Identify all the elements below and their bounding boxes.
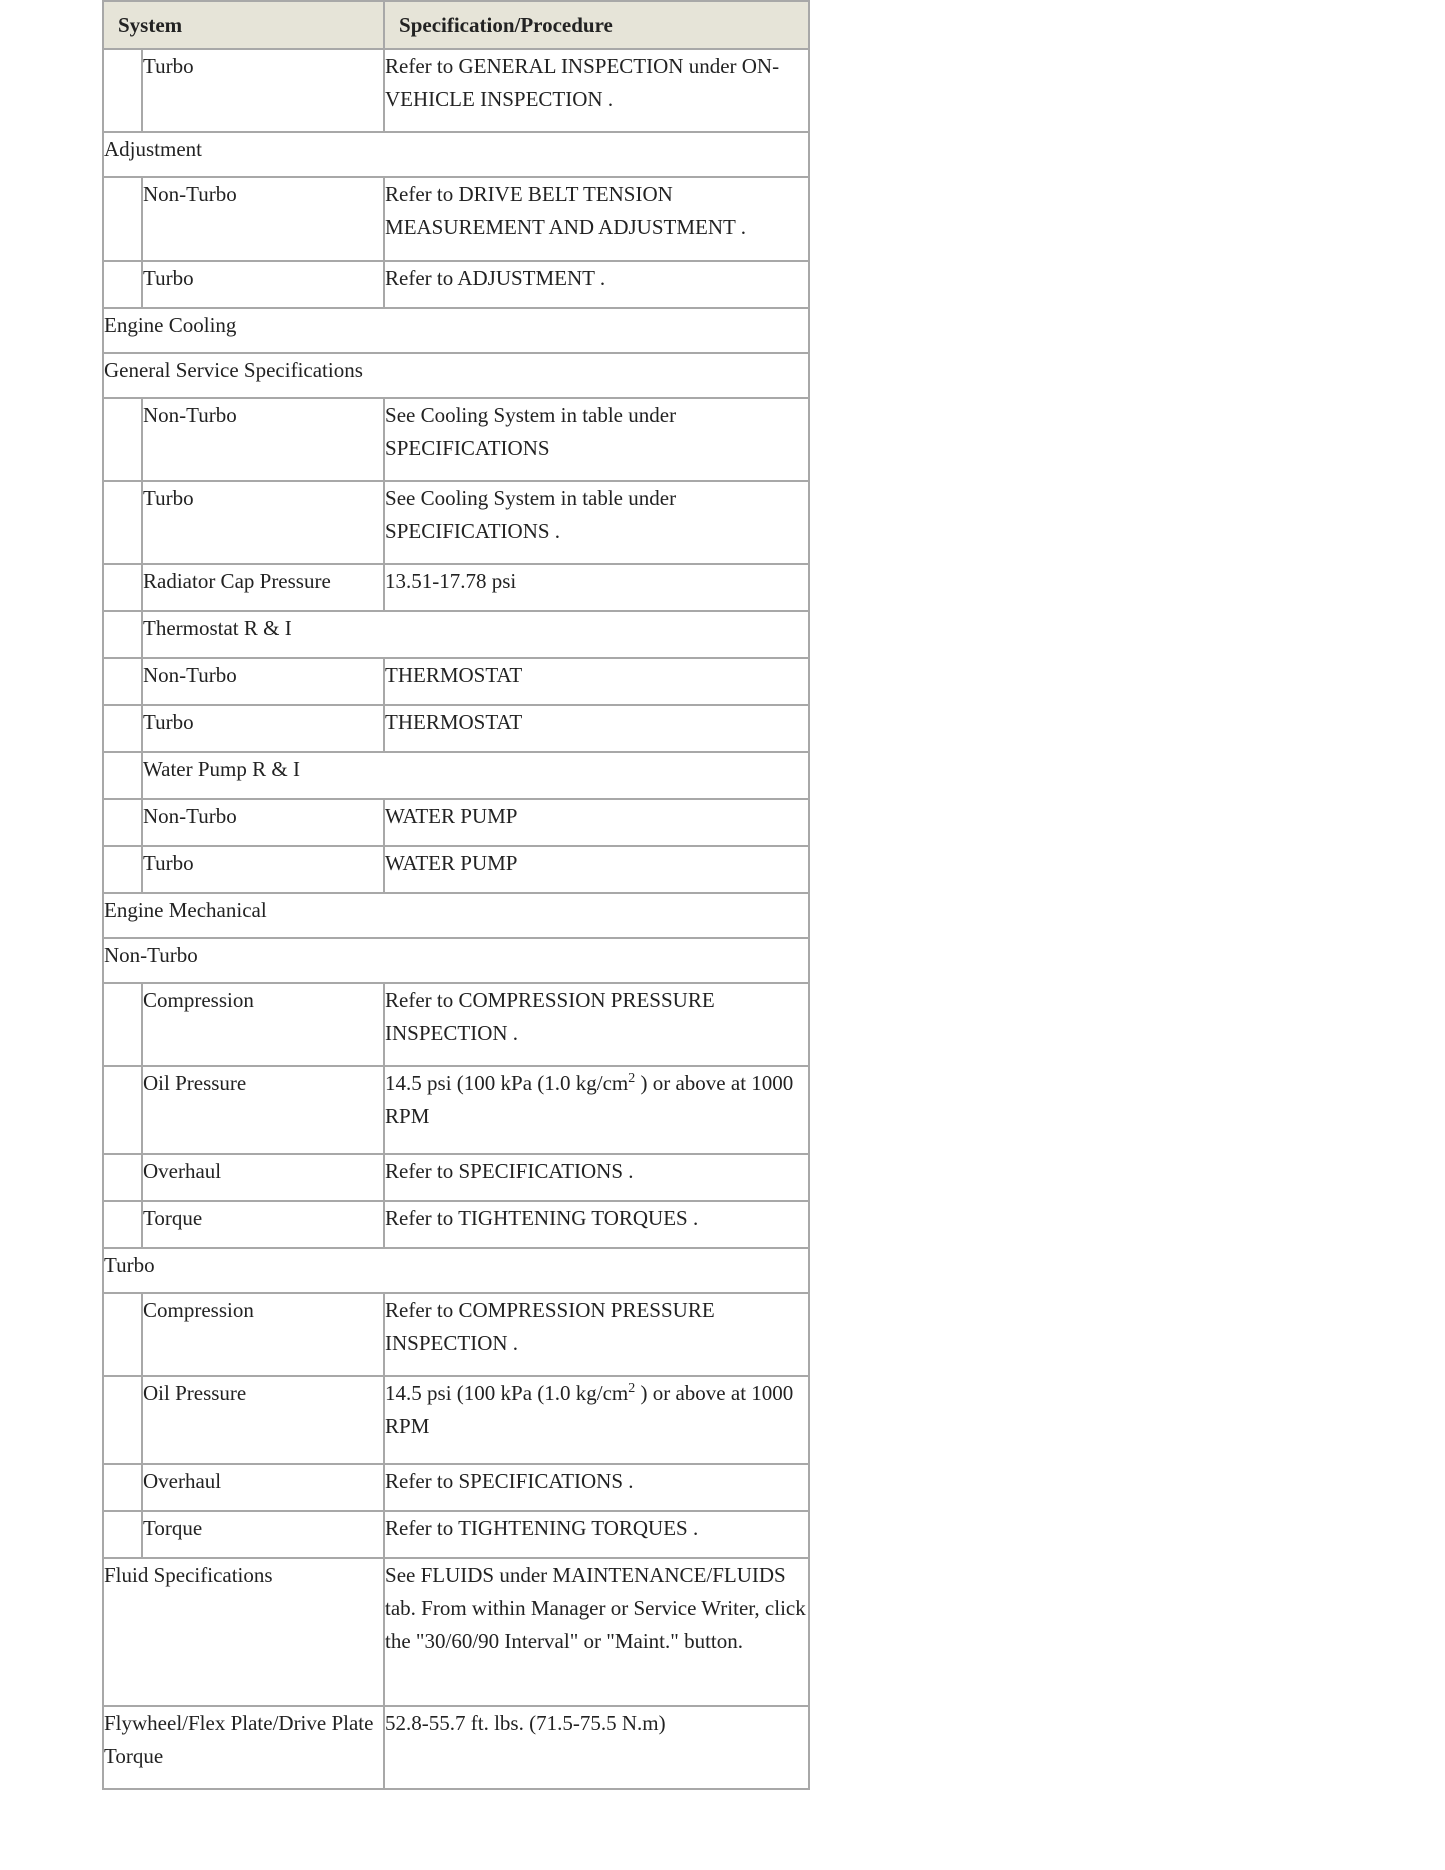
row-value: WATER PUMP — [384, 799, 809, 846]
indent-cell — [103, 658, 142, 705]
row-label: Turbo — [142, 705, 384, 752]
row-value: Refer to SPECIFICATIONS . — [384, 1154, 809, 1201]
column-header-spec: Specification/Procedure — [384, 1, 809, 49]
row-label: Overhaul — [142, 1154, 384, 1201]
row-label: Oil Pressure — [142, 1376, 384, 1464]
row-value: THERMOSTAT — [384, 705, 809, 752]
table-row — [103, 132, 809, 177]
row-label: Non-Turbo — [142, 398, 384, 481]
row-value: 52.8-55.7 ft. lbs. (71.5-75.5 N.m) — [384, 1706, 809, 1789]
indent-cell — [103, 49, 142, 132]
row-value: See Cooling System in table under SPECIFICATIONS — [384, 398, 809, 481]
oil-pressure-text: 14.5 psi (100 kPa (1.0 kg/cm — [385, 1071, 629, 1095]
table-row — [103, 752, 809, 799]
table-row — [103, 1066, 809, 1154]
row-value — [384, 1376, 809, 1464]
table-row — [103, 1464, 809, 1511]
row-label: Non-Turbo — [142, 658, 384, 705]
indent-cell — [103, 846, 142, 893]
indent-cell — [103, 1066, 142, 1154]
table-row — [103, 353, 809, 398]
row-value: Refer to DRIVE BELT TENSION MEASUREMENT AND ADJUSTMENT . — [384, 177, 809, 261]
specification-table — [102, 0, 810, 1790]
row-value: WATER PUMP — [384, 846, 809, 893]
row-label: Torque — [142, 1511, 384, 1558]
indent-cell — [103, 261, 142, 308]
table-row — [103, 611, 809, 658]
indent-cell — [103, 564, 142, 611]
subsection-heading: General Service Specifications — [103, 353, 809, 398]
row-label: Oil Pressure — [142, 1066, 384, 1154]
indent-cell — [103, 611, 142, 658]
row-label: Torque — [142, 1201, 384, 1248]
table-row — [103, 49, 809, 132]
row-label: Radiator Cap Pressure — [142, 564, 384, 611]
indent-cell — [103, 1464, 142, 1511]
row-value: Refer to SPECIFICATIONS . — [384, 1464, 809, 1511]
row-label: Compression — [142, 1293, 384, 1376]
row-label: Turbo — [142, 846, 384, 893]
subsection-heading: Non-Turbo — [103, 938, 809, 983]
indent-cell — [103, 398, 142, 481]
subsection-heading: Thermostat R & I — [142, 611, 809, 658]
row-label: Turbo — [142, 481, 384, 564]
table-row — [103, 308, 809, 353]
table-row — [103, 846, 809, 893]
row-value: Refer to COMPRESSION PRESSURE INSPECTION . — [384, 983, 809, 1066]
row-label: Turbo — [142, 49, 384, 132]
row-label: Flywheel/Flex Plate/Drive Plate Torque — [103, 1706, 384, 1789]
oil-pressure-text: 14.5 psi (100 kPa (1.0 kg/cm — [385, 1381, 629, 1405]
oil-pressure-text-end: ) or above at 1000 RPM — [385, 1071, 794, 1128]
table-row — [103, 1511, 809, 1558]
row-value: See FLUIDS under MAINTENANCE/FLUIDS tab. From within Manager or Service Writer, click the "30/60/90 Interval" or "Maint." button. — [384, 1558, 809, 1706]
table-row — [103, 261, 809, 308]
indent-cell — [103, 481, 142, 564]
row-value: 13.51-17.78 psi — [384, 564, 809, 611]
table-row — [103, 1201, 809, 1248]
table-row — [103, 1154, 809, 1201]
table-row — [103, 799, 809, 846]
indent-cell — [103, 1154, 142, 1201]
superscript-2: 2 — [628, 1071, 636, 1086]
indent-cell — [103, 799, 142, 846]
subsection-heading: Water Pump R & I — [142, 752, 809, 799]
row-value: THERMOSTAT — [384, 658, 809, 705]
table-row — [103, 177, 809, 261]
row-label: Non-Turbo — [142, 799, 384, 846]
indent-cell — [103, 1511, 142, 1558]
table-row — [103, 564, 809, 611]
table-row — [103, 481, 809, 564]
superscript-2: 2 — [628, 1381, 636, 1396]
table-row — [103, 893, 809, 938]
section-heading: Engine Cooling — [103, 308, 809, 353]
table-row — [103, 1558, 809, 1706]
subsection-heading: Turbo — [103, 1248, 809, 1293]
indent-cell — [103, 705, 142, 752]
table-header-row — [103, 1, 809, 49]
section-heading: Engine Mechanical — [103, 893, 809, 938]
row-value: Refer to GENERAL INSPECTION under ON-VEHICLE INSPECTION . — [384, 49, 809, 132]
table-row — [103, 1376, 809, 1464]
table-row — [103, 398, 809, 481]
subsection-heading: Adjustment — [103, 132, 809, 177]
row-label: Fluid Specifications — [103, 1558, 384, 1706]
table-row — [103, 938, 809, 983]
indent-cell — [103, 177, 142, 261]
table-row — [103, 1248, 809, 1293]
indent-cell — [103, 983, 142, 1066]
table-row — [103, 1706, 809, 1789]
table-row — [103, 658, 809, 705]
row-value — [384, 1066, 809, 1154]
indent-cell — [103, 1201, 142, 1248]
indent-cell — [103, 1293, 142, 1376]
row-label: Turbo — [142, 261, 384, 308]
oil-pressure-text-end: ) or above at 1000 RPM — [385, 1381, 794, 1438]
table-row — [103, 705, 809, 752]
indent-cell — [103, 752, 142, 799]
column-header-system: System — [103, 1, 384, 49]
row-label: Overhaul — [142, 1464, 384, 1511]
row-label: Compression — [142, 983, 384, 1066]
indent-cell — [103, 1376, 142, 1464]
table-row — [103, 1293, 809, 1376]
row-value: Refer to COMPRESSION PRESSURE INSPECTION . — [384, 1293, 809, 1376]
row-value: Refer to TIGHTENING TORQUES . — [384, 1511, 809, 1558]
row-label: Non-Turbo — [142, 177, 384, 261]
row-value: See Cooling System in table under SPECIFICATIONS . — [384, 481, 809, 564]
row-value: Refer to TIGHTENING TORQUES . — [384, 1201, 809, 1248]
row-value: Refer to ADJUSTMENT . — [384, 261, 809, 308]
table-row — [103, 983, 809, 1066]
